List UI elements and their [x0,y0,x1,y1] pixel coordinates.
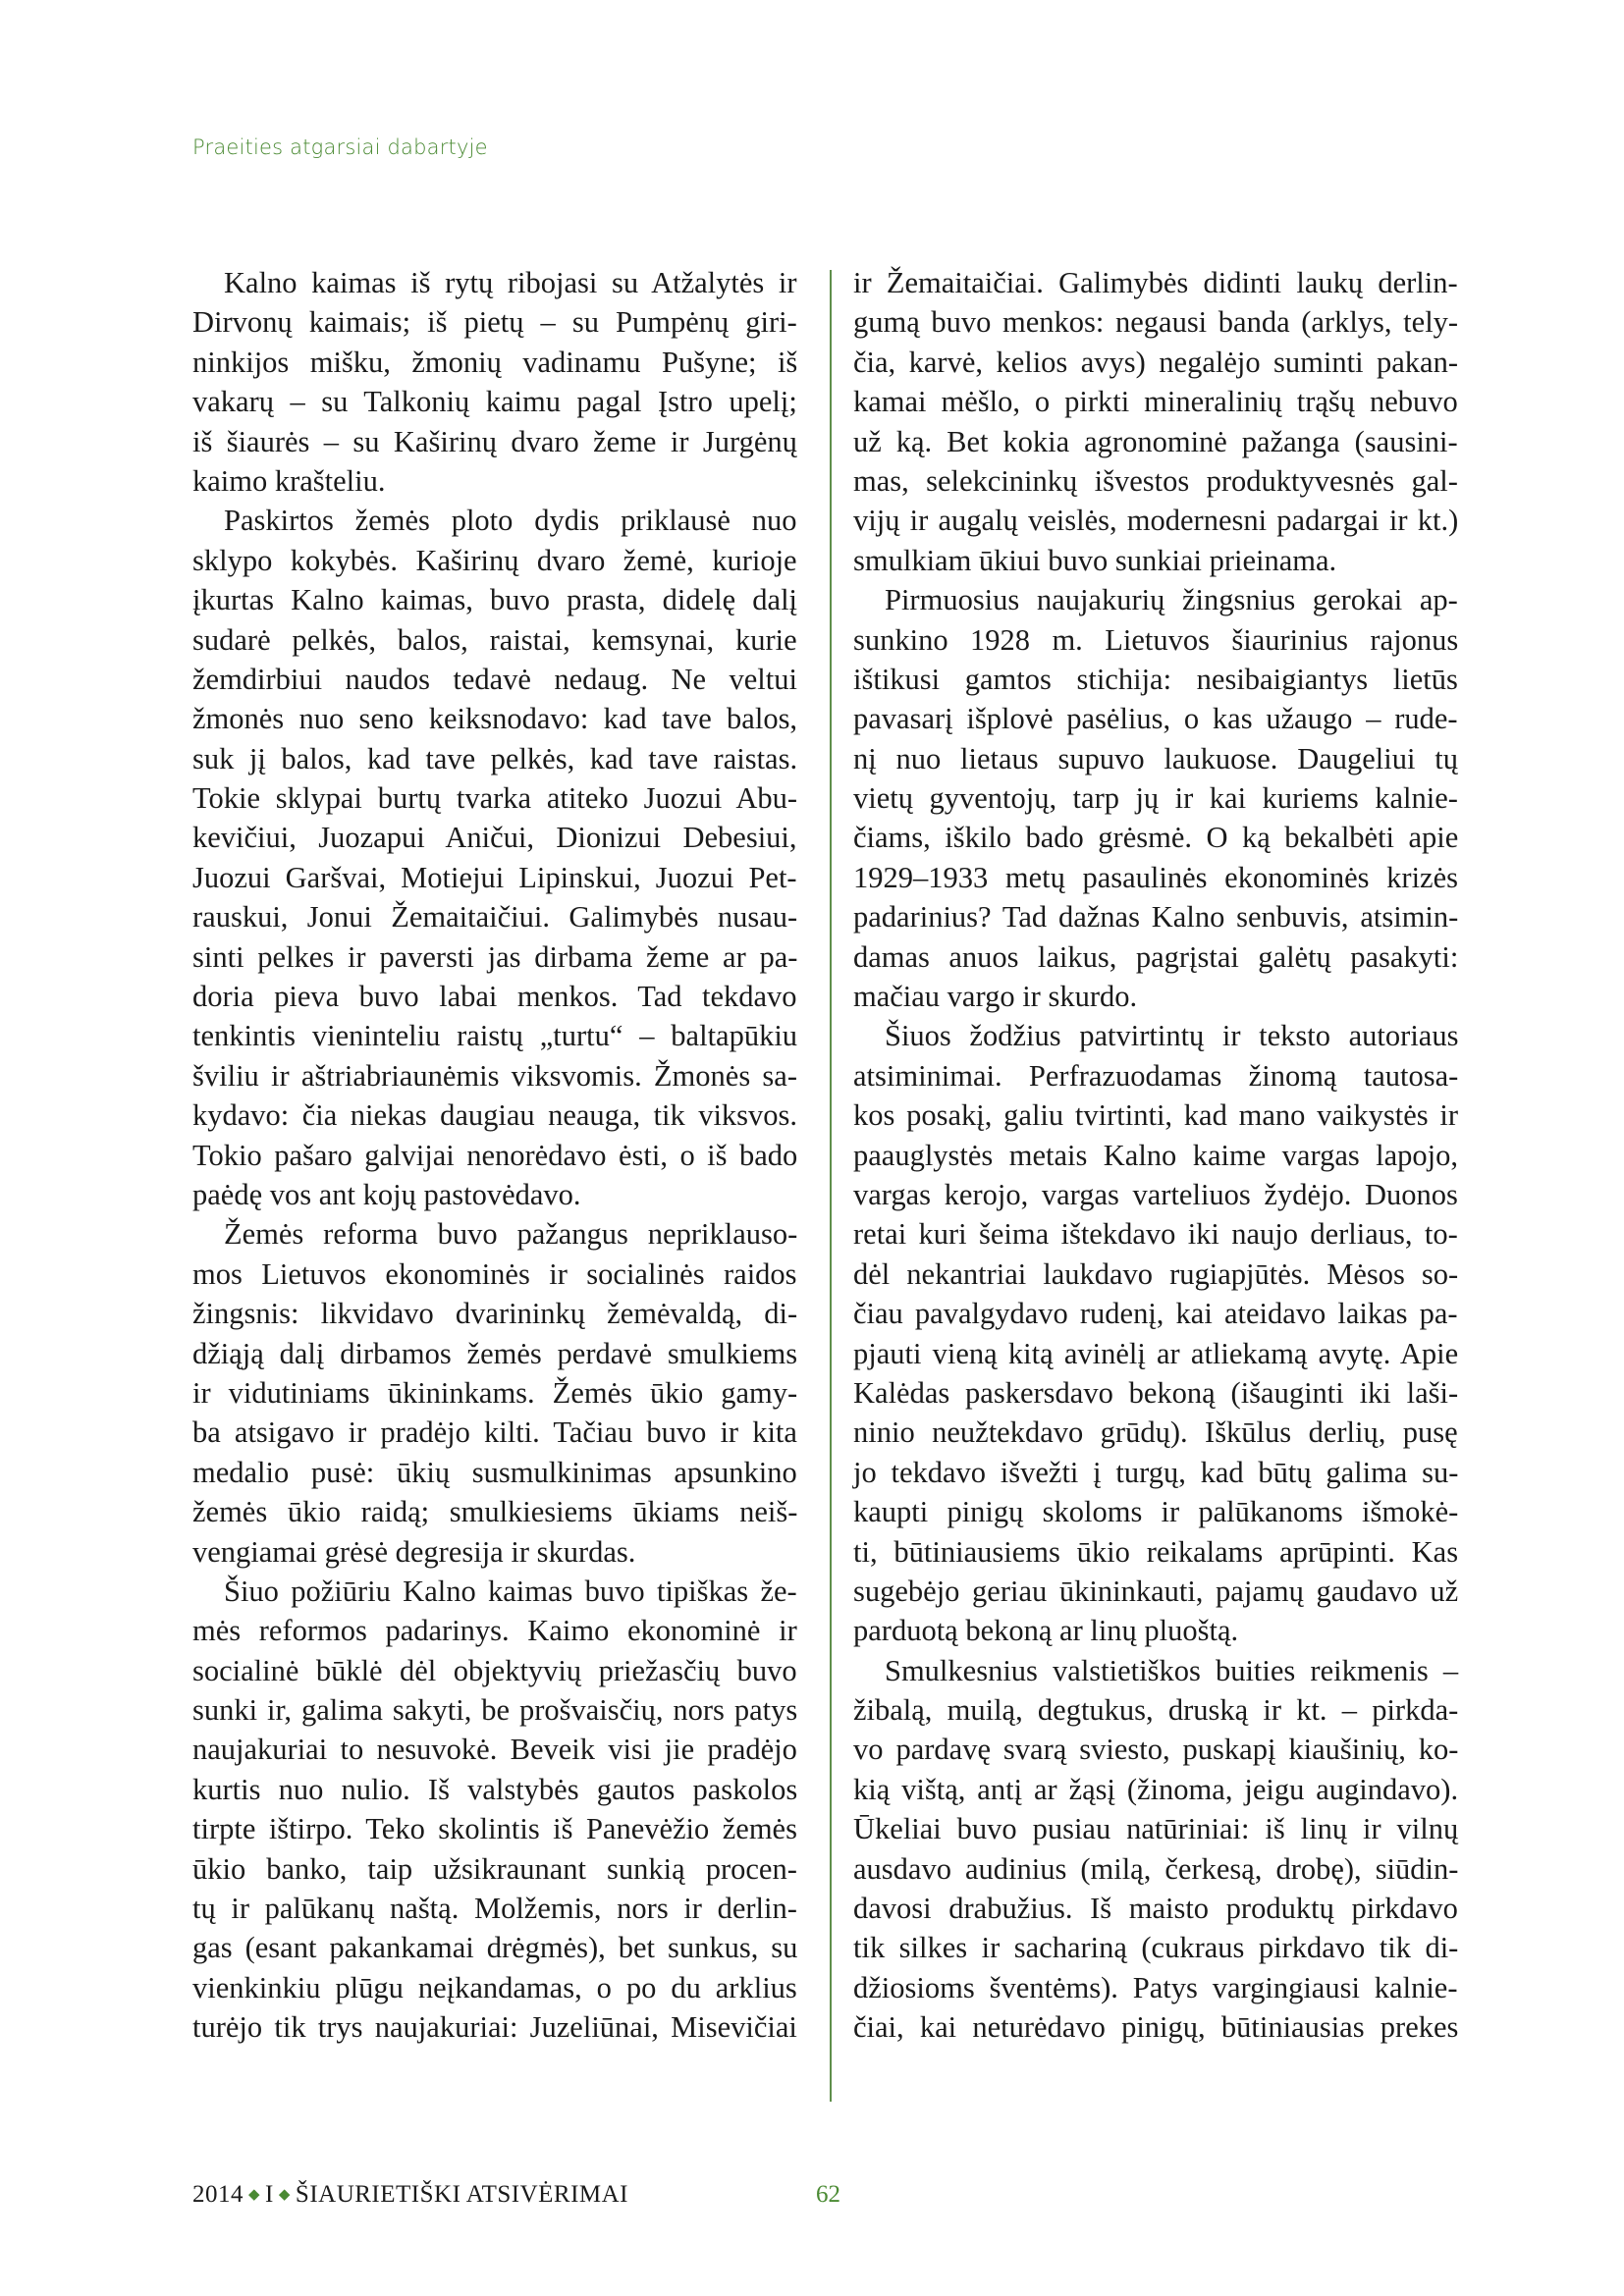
text-line: Juozui Garšvai, Motiejui Lipinskui, Juozui Pet- [192,860,797,894]
text-line: Šiuo požiūriu Kalno kaimas buvo tipiškas že- [224,1574,797,1608]
text-line: kią vištą, antį ar žąsį (žinoma, jeigu augindavo). [853,1772,1459,1806]
text-line: gas (esant pakankamai drėgmės), bet sunkus, su [192,1931,798,1965]
running-head-title: Praeities atgarsiai dabartyje [192,135,488,159]
text-line: kaimo krašteliu. [192,463,386,498]
text-line: doria pieva buvo labai menkos. Tad tekdavo [192,980,797,1014]
text-line: medalio pusė: ūkių susmulkinimas apsunkino [192,1455,797,1489]
diamond-separator-icon: ◆ [248,2187,261,2203]
text-line: vakarų – su Talkonių kaimu pagal Įstro upelį; [192,385,797,419]
text-line: gumą buvo menkos: negausi banda (arklys, tely- [853,305,1459,340]
footer-journal-name: ŠIAURIETIŠKI ATSIVĖRIMAI [295,2181,628,2208]
text-line: tik silkes ir sachariną (cukraus pirkdavo tik di- [853,1931,1459,1965]
text-line: sunki ir, galima sakyti, be prošvaisčių, nors patys [192,1693,798,1728]
text-line: kydavo: čia niekas daugiau neauga, tik viksvos. [192,1098,798,1133]
text-line: padarinius? Tad dažnas Kalno senbuvis, atsimin- [853,900,1459,934]
text-line: mas, selekcininkų išvestos produktyvesnės gal- [853,463,1458,498]
footer-issue: I [265,2181,274,2208]
column-divider [830,270,832,2102]
text-line: Kalno kaimas iš rytų ribojasi su Atžalytės ir [224,266,797,299]
text-line: kaupti pinigų skoloms ir palūkanoms išmokė- [853,1495,1459,1529]
text-line: atsiminimai. Perfrazuodamas žinomą tautosa- [853,1058,1459,1093]
text-line: pavasarį išplovė pasėlius, o kas užaugo – rude- [853,702,1458,736]
text-line: vienkinkiu plūgu neįkandamas, o po du arklius [192,1970,797,2004]
text-line: čiams, iškilo bado grėsmė. O ką bekalbėti apie [853,821,1459,855]
text-line: kurtis nuo nulio. Iš valstybės gautos paskolos [192,1772,798,1806]
text-line: kevičiui, Juozapui Aničui, Dionizui Debesiui, [192,821,797,855]
text-line: socialinė būklė dėl objektyvių priežasčių buvo [192,1653,797,1687]
text-line: suk jį balos, kad tave pelkės, kad tave raistas. [192,741,798,775]
text-line: sklypo kokybės. Kaširinų dvaro žemė, kurioje [192,543,797,577]
text-line: retai kuri šeima ištekdavo iki naujo derliaus, to- [853,1217,1458,1252]
text-line: 1929–1933 metų pasaulinės ekonominės krizės [853,860,1459,894]
text-line: žemės ūkio raidą; smulkiesiems ūkiams neiš- [192,1495,798,1529]
text-line: žingsnis: likvidavo dvarininkų žemėvaldą, di- [192,1297,798,1331]
text-line: tų ir palūkanų naštą. Molžemis, nors ir derlin- [192,1892,797,1926]
text-line: sudarė pelkės, balos, raistai, kemsynai, kurie [192,622,797,657]
text-column-right [853,263,1458,2048]
text-line: dėl nekantriai laukdavo rugiapjūtės. Mėsos so- [853,1256,1459,1291]
text-line: čia, karvė, kelios avys) negalėjo suminti pakan- [853,345,1459,379]
text-line: Ūkeliai buvo pusiau natūriniai: iš linų ir vilnų [853,1812,1459,1846]
text-line: ba atsigavo ir pradėjo kilti. Tačiau buvo ir kita [192,1415,797,1450]
text-line: rauskui, Jonui Žemaitaičiui. Galimybės nusau- [192,900,798,934]
text-line: ninio neužtekdavo grūdų). Iškūlus derlių, pusę [853,1415,1458,1450]
text-line: Paskirtos žemės ploto dydis priklausė nuo [224,504,797,538]
text-line: Kalėdas paskersdavo bekoną (išauginti iki laši- [853,1375,1459,1410]
text-line: ir Žemaitaičiai. Galimybės didinti laukų derlin- [853,266,1458,299]
text-line: ninkijos mišku, žmonių vadinamu Pušyne; iš [192,345,798,379]
text-line: ištikusi gamtos stichija: nesibaigiantys lietūs [853,662,1458,696]
text-line: kos posakį, galiu tvirtinti, kad mano vaikystės ir [853,1098,1459,1133]
text-line: ūkio banko, taip užsikraunant sunkią procen- [192,1851,797,1886]
text-line: parduotą bekoną ar linų pluoštą. [853,1614,1239,1648]
text-line: Pirmuosius naujakurių žingsnius gerokai ap- [885,583,1458,617]
text-line: paėdę vos ant kojų pastovėdavo. [192,1177,581,1211]
text-line: davosi drabužius. Iš maisto produktų pirkdavo [853,1892,1458,1926]
text-line: sugebėjo geriau ūkininkauti, pajamų gaudavo už [853,1574,1459,1608]
text-line: žibalą, muilą, degtukus, druską ir kt. – pirkda- [853,1693,1459,1728]
text-line: čiai, kai neturėdavo pinigų, būtiniausias prekes [853,2010,1459,2045]
text-line: vietų gyventojų, tarp jų ir kai kuriems kalnie- [853,781,1458,816]
text-line: Šiuos žodžius patvirtintų ir teksto autoriaus [885,1019,1459,1053]
text-line: ausdavo audinius (milą, čerkesą, drobę), siūdin- [853,1851,1459,1886]
text-line: tenkintis vieninteliu raistų „turtu“ – baltapūkiu [192,1019,798,1053]
text-line: Tokie sklypai burtų tvarka atiteko Juozui Abu- [192,781,798,816]
text-line: naujakuriai to nesuvokė. Beveik visi jie pradėjo [192,1733,797,1767]
text-line: mės reformos padarinys. Kaimo ekonominė ir [192,1614,797,1648]
text-line: čiau pavalgydavo rudenį, kai ateidavo laikas pa- [853,1297,1458,1331]
text-line: damas anuos laikus, pagrįstai galėtų pasakyti: [853,939,1459,974]
text-line: įkurtas Kalno kaimas, buvo prasta, didelę dalį [192,583,798,617]
diamond-separator-icon: ◆ [278,2187,291,2203]
text-line: pjauti vieną kitą avinėlį ar atliekamą avytę. Apie [853,1336,1459,1370]
page-number: 62 [816,2181,840,2208]
text-line: už ką. Bet kokia agronominė pažanga (sausini- [853,424,1458,458]
text-line: turėjo tik trys naujakuriai: Juzeliūnai, Misevičiai [192,2010,797,2045]
text-line: smulkiam ūkiui buvo sunkiai prieinama. [853,543,1337,577]
text-line: žemdirbiui naudos tedavė nedaug. Ne veltui [192,662,797,696]
text-line: šviliu ir aštriabriaunėmis viksvomis. Žmonės sa- [192,1058,797,1093]
text-line: Tokio pašaro galvijai nenorėdavo ėsti, o iš bado [192,1138,798,1172]
text-line: paauglystės metais Kalno kaime vargas lapojo, [853,1138,1459,1172]
text-line: Smulkesnius valstietiškos buities reikmenis – [885,1653,1459,1687]
text-line: tirpte ištirpo. Teko skolintis iš Panevėžio žemės [192,1812,797,1846]
footer-journal-info [192,2181,628,2209]
text-line: ir vidutiniams ūkininkams. Žemės ūkio gamy- [192,1375,798,1410]
footer-year: 2014 [192,2181,244,2208]
text-line: iš šiaurės – su Kaširinų dvaro žeme ir Jurgėnų [192,424,797,458]
text-line: ti, būtiniausiems ūkio reikalams aprūpinti. Kas [853,1534,1459,1569]
text-line: vijų ir augalų veislės, modernesni padargai ir kt.) [853,504,1459,538]
text-line: Žemės reforma buvo pažangus nepriklauso- [224,1217,798,1252]
text-line: Dirvonų kaimais; iš pietų – su Pumpėnų giri- [192,305,797,340]
text-line: mos Lietuvos ekonominės ir socialinės raidos [192,1256,797,1291]
text-line: vo pardavę svarą sviesto, puskapį kiaušinių, ko- [853,1733,1459,1767]
text-column-left [192,263,797,2048]
text-line: džiąją dalį dirbamos žemės perdavė smulkiems [192,1336,798,1370]
text-line: žmonės nuo seno keiksnodavo: kad tave balos, [192,702,798,736]
text-line: sunkino 1928 m. Lietuvos šiaurinius rajonus [853,622,1459,657]
text-line: jo tekdavo išvežti į turgų, kad būtų galima su- [853,1455,1459,1489]
text-line: sinti pelkes ir paversti jas dirbama žeme ar pa- [192,939,798,974]
text-line: vengiamai grėsė degresija ir skurdas. [192,1534,636,1569]
text-line: vargas kerojo, vargas varteliuos žydėjo. Duonos [853,1177,1458,1211]
text-line: nį nuo lietaus supuvo laukuose. Daugeliui tų [853,741,1458,775]
text-line: kamai mėšlo, o pirkti mineralinių trąšų nebuvo [853,385,1458,419]
text-line: mačiau vargo ir skurdo. [853,980,1138,1014]
text-line: džiosioms šventėms). Patys vargingiausi kalnie- [853,1970,1458,2004]
